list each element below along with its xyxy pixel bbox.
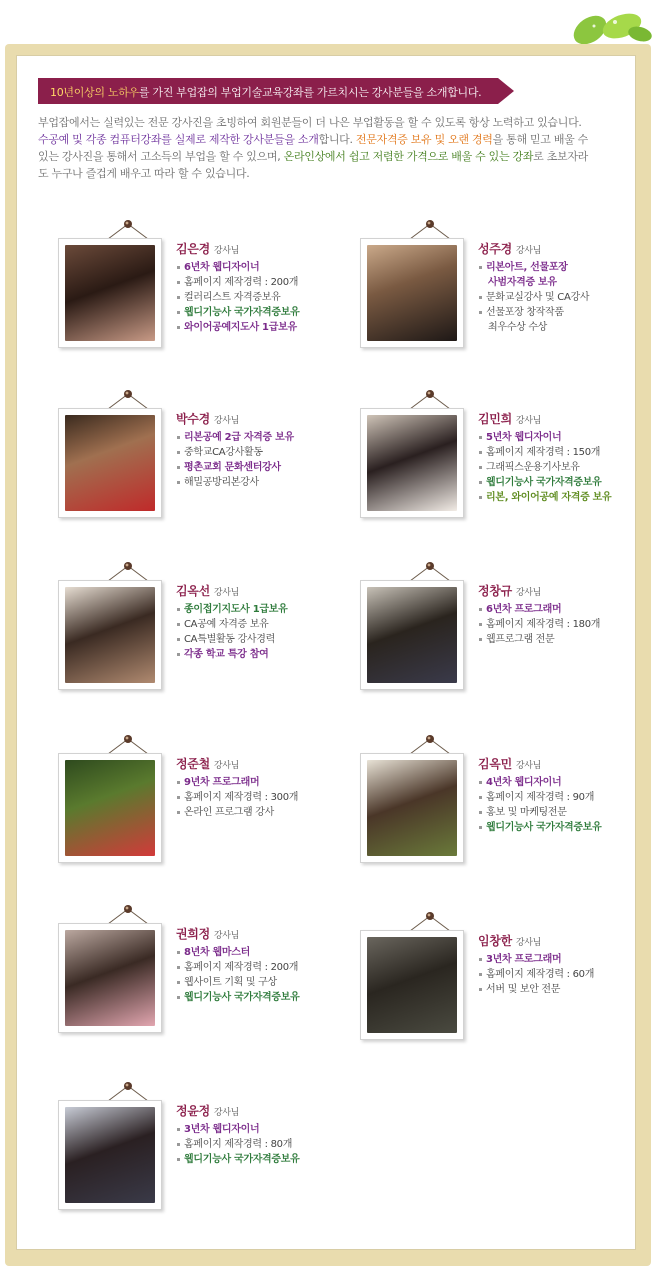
qualification-item: CA특별활동 강사경력 <box>176 632 366 647</box>
instructor-name <box>478 582 664 599</box>
photo-frame <box>360 753 464 863</box>
instructor-name <box>176 582 366 599</box>
instructor-title: 강사님 <box>213 246 240 256</box>
qualification-item: 홈페이지 제작경력 : 80개 <box>176 1137 366 1152</box>
instructor-title: 강사님 <box>213 588 240 598</box>
qualification-item: 와이어공예지도사 1급보유 <box>176 320 366 335</box>
qualification-item: 사범자격증 보유 <box>488 277 557 288</box>
instructor-card <box>58 733 358 873</box>
qualification-item: 리본아트, 선물포장 <box>478 260 664 275</box>
instructor-info <box>176 410 366 490</box>
instructor-name-text: 정윤정 <box>176 1104 210 1118</box>
photo-frame <box>58 408 162 518</box>
instructor-card <box>58 1080 358 1220</box>
qualification-item: 웹디기능사 국가자격증보유 <box>176 305 366 320</box>
instructor-card <box>360 560 660 700</box>
instructor-name-text: 박수경 <box>176 412 210 426</box>
photo-frame <box>360 580 464 690</box>
qualification-item: 해밀공방리본강사 <box>176 475 366 490</box>
instructor-info <box>478 582 664 647</box>
instructor-photo <box>65 930 155 1026</box>
qualification-item: 홈페이지 제작경력 : 150개 <box>478 445 664 460</box>
qualification-item: 9년차 프로그래머 <box>176 775 366 790</box>
instructor-title: 강사님 <box>213 761 240 771</box>
instructor-title: 강사님 <box>515 246 542 256</box>
instructor-photo <box>367 760 457 856</box>
instructor-name <box>478 755 664 772</box>
intro-banner <box>38 78 514 104</box>
intro-paragraph: 수공예 및 각종 컴퓨터강좌를 실제로 제작한 강사분들을 소개합니다. 전문자격증 보유 및 오랜 경력을 통해 믿고 배울 수 있는 강사진을 통해서 고소득의 부업을 할 수 있으며, 온라인상에서 쉽고 저렴한 가격으로 배울 수 있는 강좌로 초보자라도 누구나 즐겁게 배우고 따라 할 수 있습니다. <box>38 133 589 180</box>
instructor-card <box>58 560 358 700</box>
qualification-item: 문화교실강사 및 CA강사 <box>478 290 664 305</box>
intro-text <box>38 114 598 182</box>
qualification-item: 웹디기능사 국가자격증보유 <box>176 1152 366 1167</box>
instructor-photo <box>367 245 457 341</box>
instructor-card <box>58 388 358 528</box>
instructor-card <box>360 910 660 1050</box>
leaf-decoration-icon <box>560 4 656 48</box>
photo-frame <box>58 580 162 690</box>
instructor-card <box>58 903 358 1043</box>
qualification-item: 6년차 프로그래머 <box>478 602 664 617</box>
photo-frame <box>58 238 162 348</box>
qualification-item: 온라인 프로그램 강사 <box>176 805 366 820</box>
instructor-photo <box>65 1107 155 1203</box>
qualification-item: 리본공예 2급 자격증 보유 <box>176 430 366 445</box>
photo-frame <box>360 238 464 348</box>
qualification-item: 3년차 웹디자이너 <box>176 1122 366 1137</box>
qualification-item: 선물포장 창작작품 <box>478 305 664 320</box>
instructor-photo <box>367 937 457 1033</box>
qualification-item: CA공예 자격증 보유 <box>176 617 366 632</box>
qualification-item: 웹프로그램 전문 <box>478 632 664 647</box>
instructor-title: 강사님 <box>515 416 542 426</box>
instructor-card <box>360 388 660 528</box>
qualification-item: 웹디기능사 국가자격증보유 <box>478 820 664 835</box>
instructor-name-text: 성주경 <box>478 242 512 256</box>
instructor-title: 강사님 <box>213 416 240 426</box>
qualification-item: 리본, 와이어공예 자격증 보유 <box>478 490 664 505</box>
qualification-item: 각종 학교 특강 참여 <box>176 647 366 662</box>
instructor-name <box>176 925 366 942</box>
photo-frame <box>360 408 464 518</box>
qualification-item: 웹사이트 기획 및 구상 <box>176 975 366 990</box>
qualification-item: 5년차 웹디자이너 <box>478 430 664 445</box>
qualification-item: 6년차 웹디자이너 <box>176 260 366 275</box>
instructor-photo <box>367 587 457 683</box>
qualification-item: 홈페이지 제작경력 : 180개 <box>478 617 664 632</box>
qualification-item: 홈페이지 제작경력 : 200개 <box>176 275 366 290</box>
qualification-item: 홈페이지 제작경력 : 90개 <box>478 790 664 805</box>
instructor-title: 강사님 <box>515 588 542 598</box>
instructor-title: 강사님 <box>515 761 542 771</box>
instructor-name-text: 정창규 <box>478 584 512 598</box>
photo-frame <box>58 923 162 1033</box>
instructor-info <box>176 925 366 1005</box>
qualification-item: 홍보 및 마케팅전문 <box>478 805 664 820</box>
qualification-item: 중학교CA강사활동 <box>176 445 366 460</box>
qualification-item: 서버 및 보안 전문 <box>478 982 664 997</box>
instructor-info <box>478 240 664 335</box>
qualification-item: 최우수상 수상 <box>488 322 548 333</box>
banner-text: 10년이상의 노하우를 가진 부업잡의 부업기술교육강좌를 가르치시는 강사분들을 소개합니다. <box>50 86 482 99</box>
instructor-info <box>176 1102 366 1167</box>
intro-line-1: 부업잡에서는 실력있는 전문 강사진을 초빙하여 회원분들이 더 나은 부업활동을 할 수 있도록 항상 노력하고 있습니다. <box>38 116 582 129</box>
photo-frame <box>58 1100 162 1210</box>
instructor-name-text: 김옥선 <box>176 584 210 598</box>
instructor-photo <box>367 415 457 511</box>
qualification-item: 홈페이지 제작경력 : 200개 <box>176 960 366 975</box>
qualification-item: 그래픽스운용기사보유 <box>478 460 664 475</box>
instructor-name-text: 김민희 <box>478 412 512 426</box>
instructor-card <box>360 733 660 873</box>
instructor-photo <box>65 760 155 856</box>
instructor-photo <box>65 245 155 341</box>
qualification-item: 홈페이지 제작경력 : 300개 <box>176 790 366 805</box>
instructor-info <box>176 582 366 662</box>
instructor-photo <box>65 415 155 511</box>
instructor-title: 강사님 <box>213 1108 240 1118</box>
qualification-item: 컬러리스트 자격증보유 <box>176 290 366 305</box>
qualification-item: 평촌교회 문화센터강사 <box>176 460 366 475</box>
instructor-name <box>176 1102 366 1119</box>
photo-frame <box>58 753 162 863</box>
instructor-name <box>478 932 664 949</box>
instructor-name <box>176 755 366 772</box>
instructor-info <box>478 932 664 997</box>
instructor-name <box>176 410 366 427</box>
instructor-name-text: 김은경 <box>176 242 210 256</box>
photo-frame <box>360 930 464 1040</box>
qualification-item: 홈페이지 제작경력 : 60개 <box>478 967 664 982</box>
qualification-item: 8년차 웹마스터 <box>176 945 366 960</box>
instructor-card <box>58 218 358 358</box>
instructor-info <box>176 755 366 820</box>
qualification-item: 웹디기능사 국가자격증보유 <box>176 990 366 1005</box>
instructor-name <box>478 240 664 257</box>
qualification-item: 3년차 프로그래머 <box>478 952 664 967</box>
instructor-name-text: 김옥민 <box>478 757 512 771</box>
instructor-name-text: 권희정 <box>176 927 210 941</box>
instructor-info <box>478 755 664 835</box>
instructor-info <box>478 410 664 505</box>
instructor-name-text: 정준철 <box>176 757 210 771</box>
instructor-title: 강사님 <box>213 931 240 941</box>
instructor-name <box>176 240 366 257</box>
instructor-name <box>478 410 664 427</box>
qualification-item: 웹디기능사 국가자격증보유 <box>478 475 664 490</box>
instructor-info <box>176 240 366 335</box>
qualification-item: 4년차 웹디자이너 <box>478 775 664 790</box>
instructor-photo <box>65 587 155 683</box>
instructor-name-text: 임창한 <box>478 934 512 948</box>
instructor-card <box>360 218 660 358</box>
qualification-item: 종이접기지도사 1급보유 <box>176 602 366 617</box>
instructor-title: 강사님 <box>515 938 542 948</box>
